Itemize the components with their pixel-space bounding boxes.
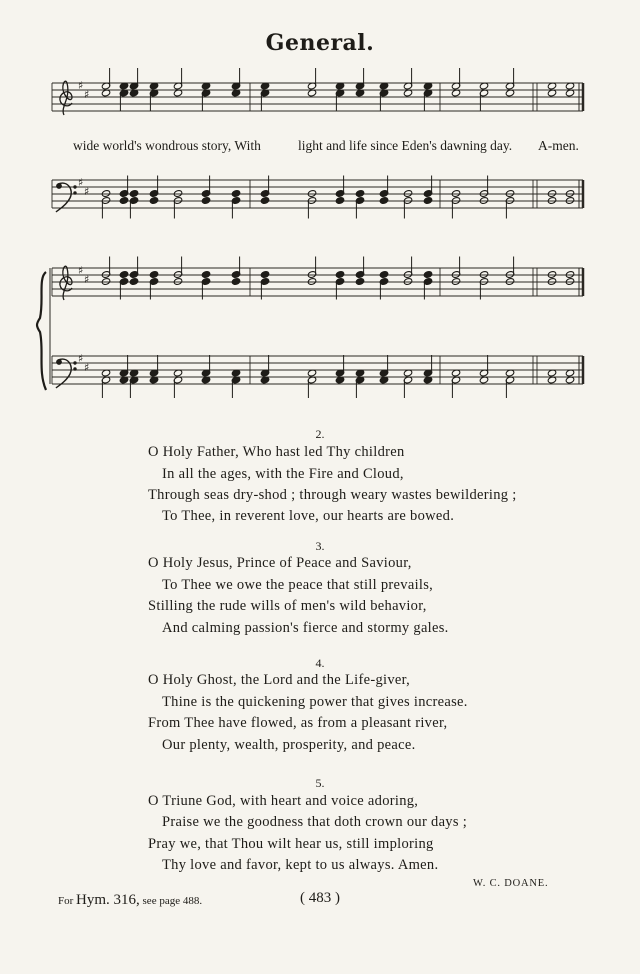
verse-line: Pray we, that Thou wilt hear us, still imploring — [148, 836, 434, 852]
verse-line: Praise we the goodness that doth crown our days ; — [162, 814, 468, 830]
svg-text:♯: ♯ — [84, 273, 90, 286]
svg-text:♯: ♯ — [78, 79, 84, 92]
svg-text:♯: ♯ — [84, 88, 90, 101]
svg-text:♯: ♯ — [78, 352, 84, 365]
verse-line: Stilling the rude wills of men's wild behavior, — [148, 598, 427, 614]
lyric-fragment: A-men. — [538, 138, 579, 153]
music-score — [0, 0, 640, 400]
svg-text:♯: ♯ — [84, 185, 90, 198]
verse-line: And calming passion's fierce and stormy gales. — [162, 620, 449, 636]
footer-page-ref: 488. — [182, 895, 203, 907]
verse-line: Thine is the quickening power that gives increase. — [162, 694, 468, 710]
svg-text:♯: ♯ — [78, 176, 84, 189]
verse-line: O Holy Ghost, the Lord and the Life-giver, — [148, 672, 411, 688]
stanza-number: 3. — [315, 539, 325, 553]
svg-text:♯: ♯ — [84, 361, 90, 374]
page-number: ( 483 ) — [300, 890, 340, 906]
svg-text:♯: ♯ — [78, 264, 84, 277]
stanza-number: 2. — [315, 427, 325, 441]
verse-line: O Triune God, with heart and voice adoring, — [148, 793, 419, 809]
author-attribution: W. C. DOANE. — [473, 878, 549, 889]
footer-see-text: see page — [142, 895, 181, 907]
lyric-fragment: light and life since Eden's dawning day. — [298, 138, 513, 153]
verse-line: In all the ages, with the Fire and Cloud, — [162, 466, 404, 482]
verse-line: Through seas dry-shod ; through weary wastes bewildering ; — [148, 487, 517, 503]
verse-line: Our plenty, wealth, prosperity, and peace. — [162, 737, 416, 753]
verse-line: To Thee we owe the peace that still prevails, — [162, 577, 434, 593]
stanza-number: 4. — [315, 656, 325, 670]
page-title: General. — [265, 30, 375, 56]
verse-line: Thy love and favor, kept to us always. Amen. — [162, 857, 439, 873]
footer-prefix: For — [58, 895, 74, 907]
stanza-number: 5. — [315, 776, 325, 790]
verse-line: O Holy Jesus, Prince of Peace and Saviour, — [148, 555, 412, 571]
verse-line: From Thee have flowed, as from a pleasant river, — [148, 715, 448, 731]
footer-hymn-ref: Hym. 316, — [76, 892, 140, 908]
lyric-fragment: wide world's wondrous story, With — [73, 138, 261, 153]
verse-line: To Thee, in reverent love, our hearts are bowed. — [162, 508, 455, 524]
verse-line: O Holy Father, Who hast led Thy children — [148, 444, 405, 460]
